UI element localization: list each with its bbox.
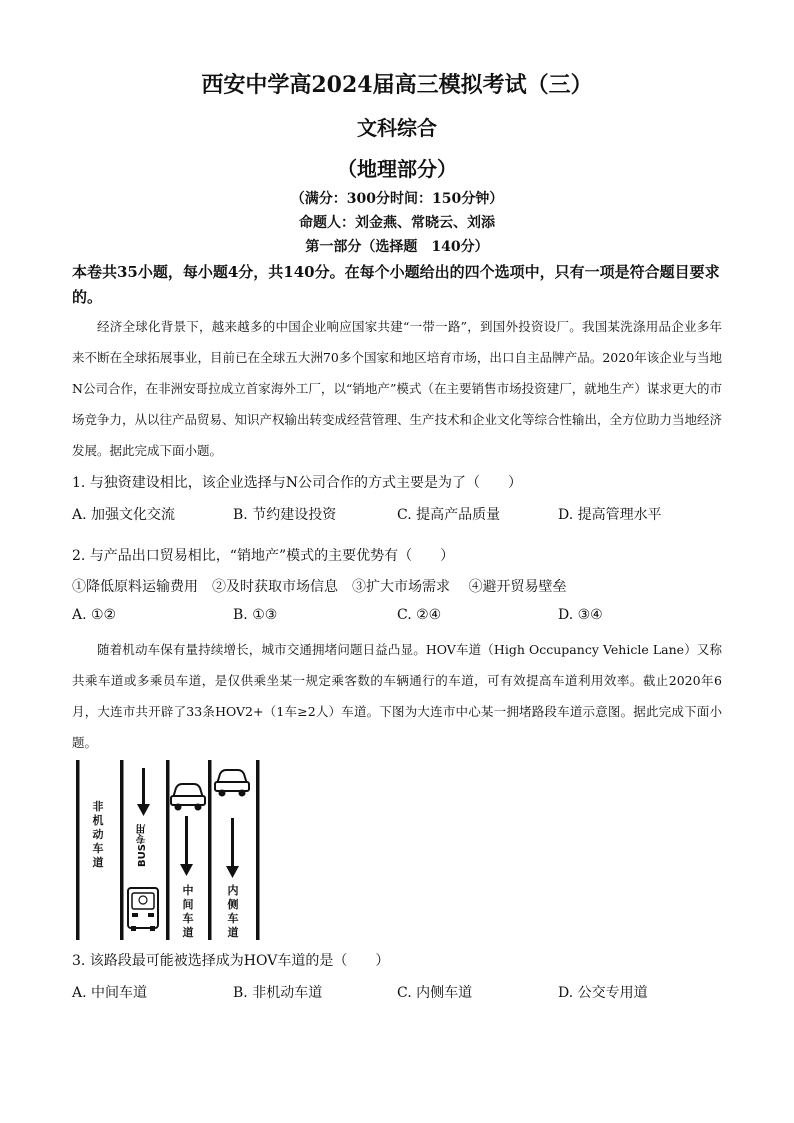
lane-line-5 (256, 760, 260, 940)
lane-diagram (76, 760, 260, 940)
middle-lane-arrow-icon (180, 816, 193, 876)
score-time: （满分：300分时间：150分钟） (290, 191, 504, 207)
lane-line-4 (208, 760, 212, 940)
question-1-option-b[interactable]: B. 节约建设投资 (233, 507, 337, 523)
question-2-statements: ①降低原料运输费用 ②及时获取市场信息 ③扩大市场需求 ④避开贸易壁垒 (72, 579, 567, 595)
label-bus-lane-text: BUS专用 (137, 824, 148, 867)
question-3-option-c[interactable]: C. 内侧车道 (397, 985, 473, 1001)
question-2-option-c[interactable]: C. ②④ (397, 607, 442, 623)
authors: 命题人：刘金燕、常晓云、刘添 (299, 215, 495, 231)
section-title: 第一部分（选择题 140分） (305, 239, 489, 255)
bus-icon (128, 888, 158, 931)
exam-subject: 文科综合 (357, 116, 437, 140)
middle-lane-car-icon (171, 784, 205, 811)
lane-line-3 (166, 760, 170, 940)
inner-lane-car-icon (215, 770, 249, 797)
lane-line-2 (120, 760, 124, 940)
lane-line-1 (76, 760, 80, 940)
passage-2: 随着机动车保有量持续增长，城市交通拥堵问题日益凸显。HOV车道（High Occupancy Vehicle Lane）又称共乘车道或多乘员车道，是仅供乘坐某一规定乘客数的车辆通行的车道，可有效提高车道利用效率。截止2020年6月，大连市共开辟了33条HOV2+（1车≥2人）车道。下图为大连市中心某一拥堵路段车道示意图。据此完成下面小题。 (72, 642, 722, 750)
question-3-stem: 3. 该路段最可能被选择成为HOV车道的是（ ） (72, 953, 390, 969)
bus-lane-arrow-icon (137, 768, 150, 816)
question-2-option-b[interactable]: B. ①③ (233, 607, 278, 623)
question-2-option-d[interactable]: D. ③④ (558, 607, 603, 623)
question-3-option-b[interactable]: B. 非机动车道 (233, 985, 323, 1001)
exam-part: （地理部分） (337, 157, 457, 181)
inner-lane-arrow-icon (226, 818, 239, 878)
question-1-option-a[interactable]: A. 加强文化交流 (72, 507, 176, 523)
question-3-option-d[interactable]: D. 公交专用道 (558, 985, 648, 1001)
instructions: 本卷共35小题，每小题4分，共140分。在每个小题给出的四个选项中，只有一项是符合题目要求的。 (72, 263, 720, 306)
question-1-stem: 1. 与独资建设相比，该企业选择与N公司合作的方式主要是为了（ ） (72, 475, 523, 491)
label-non-motor-lane: 非机动车道 (92, 800, 104, 869)
label-bus-lane (136, 824, 150, 871)
label-middle-lane: 中间车道 (182, 884, 194, 939)
question-2-stem: 2. 与产品出口贸易相比，“销地产”模式的主要优势有（ ） (72, 548, 455, 564)
exam-title: 西安中学高2024届高三模拟考试（三） (201, 72, 593, 98)
question-1-option-d[interactable]: D. 提高管理水平 (558, 507, 662, 523)
question-1-option-c[interactable]: C. 提高产品质量 (397, 507, 501, 523)
question-3-option-a[interactable]: A. 中间车道 (72, 985, 148, 1001)
passage-1: 经济全球化背景下，越来越多的中国企业响应国家共建“一带一路”，到国外投资设厂。我国某洗涤用品企业多年来不断在全球拓展事业，目前已在全球五大洲70多个国家和地区培育市场，出口自主品牌产品。2020年该企业与当地N公司合作，在非洲安哥拉成立首家海外工厂，以“销地产”模式（在主要销售市场投资建厂，就地生产）谋求更大的市场竞争力，从以往产品贸易、知识产权输出转变成经营管理、生产技术和企业文化等综合性输出，全方位助力当地经济发展。据此完成下面小题。 (72, 319, 723, 458)
label-inner-lane: 内侧车道 (227, 884, 239, 939)
question-2-option-a[interactable]: A. ①② (72, 607, 117, 623)
